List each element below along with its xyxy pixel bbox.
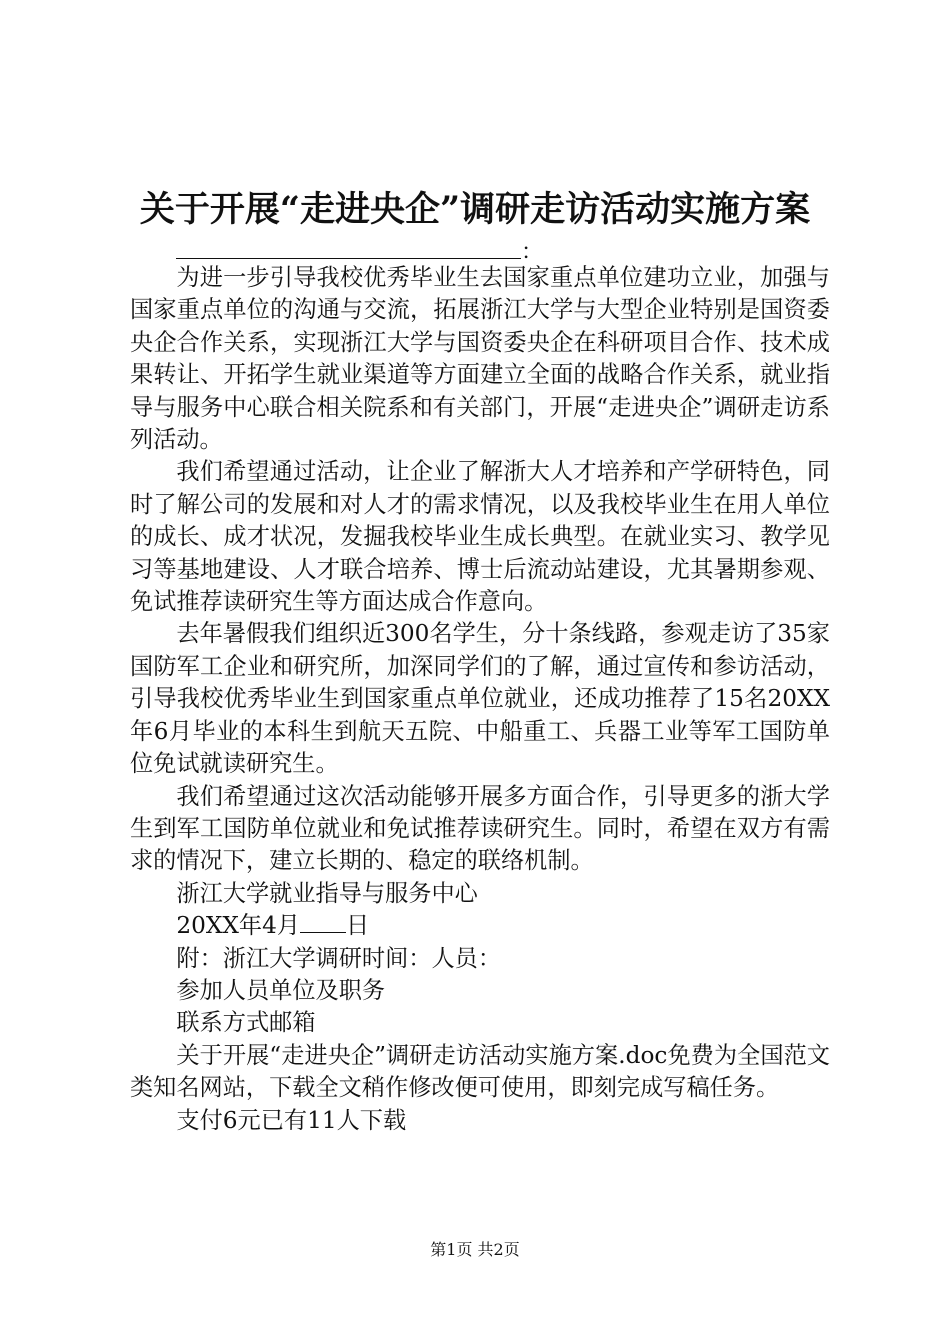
document-body [130,262,830,1137]
paragraph-3: 去年暑假我们组织近300名学生，分十条线路，参观走访了35家国防军工企业和研究所，加深同学们的了解，通过宣传和参访活动，引导我校优秀毕业生到国家重点单位就业，还成功推荐了15名20XX年6月毕业的本科生到航天五院、中船重工、兵器工业等军工国防单位免试就读研究生。 [130,620,830,778]
date-blank [300,912,346,933]
date-prefix: 20XX年4月 [176,912,301,940]
promo-paragraph: 关于开展“走进央企”调研走访活动实施方案.doc免费为全国范文类知名网站，下载全文稍作修改便可使用，即刻完成写稿任务。 [130,1041,830,1102]
document-title: 关于开展“走进央企”调研走访活动实施方案 [139,189,811,230]
payment-line: 支付6元已有11人下载 [176,1106,407,1134]
salutation-blank [176,236,521,259]
date-line [130,910,830,942]
contact-line: 联系方式邮箱 [176,1009,316,1037]
paragraph-1: 为进一步引导我校优秀毕业生去国家重点单位建功立业，加强与国家重点单位的沟通与交流，拓展浙江大学与大型企业特别是国资委央企合作关系，实现浙江大学与国资委央企在科研项目合作、技术成果转让、开拓学生就业渠道等方面建立全面的战略合作关系，就业指导与服务中心联合相关院系和有关部门，开展“走进央企”调研走访系列活动。 [130,264,830,454]
paragraph-2: 我们希望通过活动，让企业了解浙大人才培养和产学研特色，同时了解公司的发展和对人才的需求情况，以及我校毕业生在用人单位的成长、成才状况，发掘我校毕业生成长典型。在就业实习、教学见习等基地建设、人才联合培养、博士后流动站建设，尤其暑期参观、免试推荐读研究生等方面达成合作意向。 [130,458,830,616]
date-suffix: 日 [346,912,370,940]
salutation-colon: ： [521,240,544,265]
signature: 浙江大学就业指导与服务中心 [176,879,478,907]
page-footer: 第1页 共2页 [430,1240,520,1259]
paragraph-4: 我们希望通过这次活动能够开展多方面合作，引导更多的浙大学生到军工国防单位就业和免试推荐读研究生。同时，希望在双方有需求的情况下，建立长期的、稳定的联络机制。 [130,782,830,875]
attachment-line: 附：浙江大学调研时间：人员： [176,944,502,972]
attendees-line: 参加人员单位及职务 [176,976,386,1004]
